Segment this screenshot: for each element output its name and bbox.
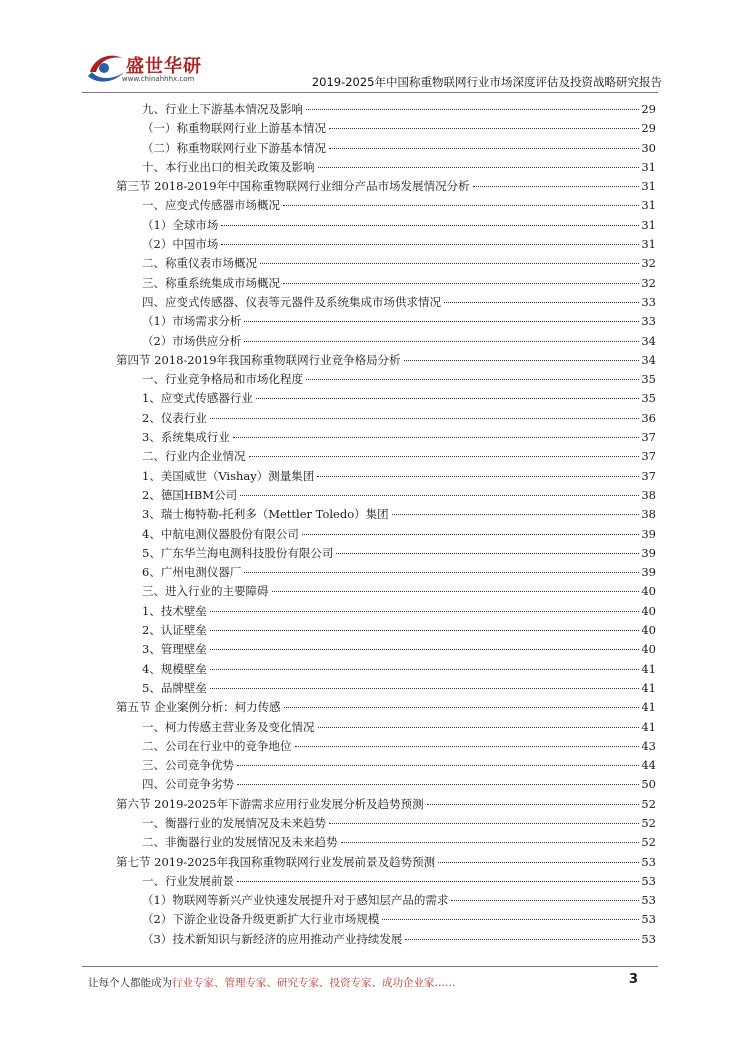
toc-entry[interactable] — [116, 679, 656, 698]
toc-entry-title: 一、行业发展前景 — [142, 873, 234, 888]
toc-entry-title: 第七节 2019-2025年我国称重物联网行业发展前景及趋势预测 — [116, 854, 436, 869]
toc-dot-leader — [451, 900, 639, 901]
toc-entry-page: 37 — [641, 430, 656, 445]
toc-entry[interactable] — [116, 930, 656, 949]
toc-entry[interactable] — [116, 158, 656, 177]
toc-entry-page: 52 — [641, 796, 656, 811]
page-number: 3 — [628, 972, 638, 987]
toc-dot-leader — [317, 476, 639, 477]
toc-entry-page: 41 — [641, 719, 656, 734]
toc-dot-leader — [284, 707, 640, 708]
toc-entry-title: （1）物联网等新兴产业快速发展提升对于感知层产品的需求 — [142, 893, 449, 908]
toc-entry[interactable] — [116, 119, 656, 138]
toc-entry-page: 53 — [641, 912, 656, 927]
toc-dot-leader — [295, 746, 640, 747]
toc-dot-leader — [329, 148, 639, 149]
toc-entry[interactable] — [116, 640, 656, 659]
toc-dot-leader — [382, 919, 639, 920]
toc-entry[interactable] — [116, 602, 656, 621]
toc-entry-title: （3）技术新知识与新经济的应用推动产业持续发展 — [142, 931, 403, 946]
toc-dot-leader — [244, 341, 639, 342]
report-title: 2019-2025年中国称重物联网行业市场深度评估及投资战略研究报告 — [311, 75, 662, 89]
toc-entry-page: 53 — [641, 931, 656, 946]
toc-dot-leader — [329, 823, 639, 824]
toc-entry-title: 第三节 2018-2019年中国称重物联网行业细分产品市场发展情况分析 — [116, 179, 470, 194]
toc-entry-page: 31 — [641, 179, 656, 194]
toc-entry-title: （2）中国市场 — [142, 237, 219, 252]
toc-entry-page: 41 — [641, 700, 656, 715]
toc-entry-page: 31 — [641, 217, 656, 232]
toc-entry[interactable] — [116, 100, 656, 119]
toc-entry-title: 三、称重系统集成市场概况 — [142, 275, 280, 290]
toc-entry[interactable] — [116, 795, 656, 814]
toc-entry-page: 34 — [641, 333, 656, 348]
toc-entry-title: 三、公司竞争优势 — [142, 758, 234, 773]
toc-dot-leader — [244, 321, 639, 322]
toc-entry-title: （2）下游企业设备升级更新扩大行业市场规模 — [142, 912, 380, 927]
toc-entry-title: 5、广东华兰海电测科技股份有限公司 — [142, 545, 334, 560]
toc-entry[interactable] — [116, 467, 656, 486]
toc-entry-title: 一、行业竞争格局和市场化程度 — [142, 372, 303, 387]
footer-divider — [82, 966, 658, 967]
logo-url: www.chinahhhx.com — [122, 75, 195, 83]
toc-dot-leader — [240, 495, 639, 496]
toc-entry[interactable] — [116, 756, 656, 775]
toc-entry-title: 2、仪表行业 — [142, 410, 207, 425]
toc-entry[interactable] — [116, 196, 656, 215]
toc-entry-page: 32 — [641, 256, 656, 271]
toc-entry[interactable] — [116, 177, 656, 196]
toc-entry-page: 31 — [641, 159, 656, 174]
toc-entry[interactable] — [116, 254, 656, 273]
toc-entry-page: 39 — [641, 526, 656, 541]
toc-dot-leader — [237, 881, 639, 882]
toc-entry[interactable] — [116, 775, 656, 794]
toc-entry-page: 41 — [641, 680, 656, 695]
toc-dot-leader — [272, 591, 640, 592]
toc-dot-leader — [336, 553, 639, 554]
toc-dot-leader — [237, 765, 639, 766]
toc-entry-title: 二、公司在行业中的竞争地位 — [142, 738, 292, 753]
toc-entry[interactable] — [116, 216, 656, 235]
toc-entry-title: 第五节 企业案例分析：柯力传感 — [116, 700, 281, 715]
toc-entry[interactable] — [116, 525, 656, 544]
toc-entry-page: 40 — [641, 623, 656, 638]
toc-entry-page: 53 — [641, 854, 656, 869]
toc-entry-title: 二、称重仪表市场概况 — [142, 256, 257, 271]
toc-entry[interactable] — [116, 582, 656, 601]
toc-entry-page: 31 — [641, 237, 656, 252]
toc-entry-page: 29 — [641, 102, 656, 116]
page-header — [82, 46, 662, 96]
toc-entry-title: 3、瑞士梅特勒-托利多（Mettler Toledo）集团 — [142, 507, 389, 522]
toc-entry-page: 52 — [641, 815, 656, 830]
toc-entry-page: 32 — [641, 275, 656, 290]
toc-entry-page: 44 — [641, 758, 656, 773]
toc-entry-page: 33 — [641, 294, 656, 309]
toc-dot-leader — [210, 630, 640, 631]
logo-swoosh-icon — [86, 50, 126, 86]
toc-entry-page: 37 — [641, 449, 656, 464]
toc-entry[interactable] — [116, 737, 656, 756]
toc-dot-leader — [210, 418, 640, 419]
toc-entry-title: 一、应变式传感器市场概况 — [142, 198, 280, 213]
toc-dot-leader — [341, 842, 640, 843]
toc-dot-leader — [392, 514, 640, 515]
company-logo — [82, 46, 242, 90]
toc-entry-page: 35 — [641, 372, 656, 387]
toc-entry-page: 38 — [641, 507, 656, 522]
toc-entry[interactable] — [116, 274, 656, 293]
toc-entry-page: 34 — [641, 352, 656, 367]
toc-dot-leader — [233, 437, 640, 438]
toc-dot-leader — [405, 939, 639, 940]
toc-entry-title: 四、应变式传感器、仪表等元器件及系统集成市场供求情况 — [142, 294, 441, 309]
toc-dot-leader — [221, 225, 639, 226]
toc-dot-leader — [244, 572, 639, 573]
toc-dot-leader — [318, 727, 640, 728]
toc-dot-leader — [306, 109, 639, 110]
toc-entry[interactable] — [116, 428, 656, 447]
toc-entry[interactable] — [116, 544, 656, 563]
toc-entry-title: 2、认证壁垒 — [142, 623, 207, 638]
toc-entry-title: 三、进入行业的主要障碍 — [142, 584, 269, 599]
toc-entry[interactable] — [116, 563, 656, 582]
toc-dot-leader — [283, 283, 639, 284]
toc-dot-leader — [427, 804, 640, 805]
toc-entry-title: 5、品牌壁垒 — [142, 680, 207, 695]
toc-entry[interactable] — [116, 139, 656, 158]
toc-dot-leader — [256, 398, 640, 399]
toc-entry[interactable] — [116, 447, 656, 466]
toc-entry-title: 二、行业内企业情况 — [142, 449, 246, 464]
toc-entry-title: 1、技术壁垒 — [142, 603, 207, 618]
toc-entry-title: （一）称重物联网行业上游基本情况 — [142, 121, 326, 136]
toc-dot-leader — [260, 263, 639, 264]
toc-dot-leader — [210, 669, 640, 670]
toc-entry-title: 第六节 2019-2025年下游需求应用行业发展分析及趋势预测 — [116, 796, 424, 811]
toc-dot-leader — [318, 167, 640, 168]
toc-entry[interactable] — [116, 891, 656, 910]
toc-dot-leader — [438, 862, 639, 863]
toc-entry-page: 43 — [641, 738, 656, 753]
toc-entry-page: 35 — [641, 391, 656, 406]
toc-dot-leader — [210, 611, 640, 612]
table-of-contents — [116, 100, 656, 949]
toc-entry[interactable] — [116, 351, 656, 370]
toc-entry-title: 3、管理壁垒 — [142, 642, 207, 657]
toc-entry[interactable] — [116, 409, 656, 428]
toc-entry-page: 29 — [641, 121, 656, 136]
toc-entry-title: 1、应变式传感器行业 — [142, 391, 253, 406]
footer-slogan — [88, 975, 456, 990]
toc-entry-page: 33 — [641, 314, 656, 329]
toc-dot-leader — [473, 186, 640, 187]
footer-highlight: 行业专家、管理专家、研究专家、投资专家、成功企业家…… — [172, 977, 456, 989]
footer-lead: 让每个人都能成为 — [88, 977, 172, 989]
toc-entry[interactable] — [116, 486, 656, 505]
toc-entry[interactable] — [116, 389, 656, 408]
toc-dot-leader — [210, 649, 640, 650]
toc-entry[interactable] — [116, 910, 656, 929]
toc-dot-leader — [404, 360, 640, 361]
toc-entry-title: 4、规模壁垒 — [142, 661, 207, 676]
toc-dot-leader — [306, 379, 639, 380]
toc-entry[interactable] — [116, 872, 656, 891]
toc-entry-title: 3、系统集成行业 — [142, 430, 230, 445]
toc-entry-title: （二）称重物联网行业下游基本情况 — [142, 140, 326, 155]
toc-entry[interactable] — [116, 235, 656, 254]
toc-entry-page: 38 — [641, 487, 656, 502]
toc-entry-page: 40 — [641, 642, 656, 657]
toc-entry-title: 一、柯力传感主营业务及变化情况 — [142, 719, 315, 734]
toc-entry[interactable] — [116, 332, 656, 351]
toc-entry-title: 十、本行业出口的相关政策及影响 — [142, 159, 315, 174]
toc-entry[interactable] — [116, 853, 656, 872]
toc-entry-title: 6、广州电测仪器厂 — [142, 565, 242, 580]
toc-entry-page: 39 — [641, 545, 656, 560]
toc-entry-page: 52 — [641, 835, 656, 850]
toc-dot-leader — [221, 244, 639, 245]
toc-dot-leader — [249, 456, 640, 457]
toc-entry[interactable] — [116, 370, 656, 389]
header-divider — [82, 92, 658, 93]
toc-entry-page: 39 — [641, 565, 656, 580]
toc-entry-page: 40 — [641, 603, 656, 618]
toc-entry[interactable] — [116, 833, 656, 852]
toc-entry-title: 1、美国威世（Vishay）测量集团 — [142, 468, 315, 483]
toc-dot-leader — [302, 534, 640, 535]
toc-entry-title: 四、公司竞争劣势 — [142, 777, 234, 792]
toc-entry-title: 4、中航电测仪器股份有限公司 — [142, 526, 299, 541]
toc-entry-title: （1）全球市场 — [142, 217, 219, 232]
toc-entry-page: 31 — [641, 198, 656, 213]
toc-entry-title: 2、德国HBM公司 — [142, 487, 238, 502]
toc-entry[interactable] — [116, 293, 656, 312]
toc-entry-page: 41 — [641, 661, 656, 676]
toc-entry-page: 40 — [641, 584, 656, 599]
toc-entry-title: （2）市场供应分析 — [142, 333, 242, 348]
logo-text: 盛世华研 — [126, 56, 202, 77]
toc-entry-page: 50 — [641, 777, 656, 792]
toc-dot-leader — [237, 784, 639, 785]
toc-entry-title: 一、衡器行业的发展情况及未来趋势 — [142, 815, 326, 830]
toc-dot-leader — [444, 302, 639, 303]
toc-entry[interactable] — [116, 505, 656, 524]
toc-entry[interactable] — [116, 621, 656, 640]
toc-entry[interactable] — [116, 718, 656, 737]
toc-entry-page: 53 — [641, 873, 656, 888]
toc-entry-page: 37 — [641, 468, 656, 483]
toc-entry[interactable] — [116, 814, 656, 833]
toc-entry[interactable] — [116, 698, 656, 717]
toc-entry-title: （1）市场需求分析 — [142, 314, 242, 329]
toc-entry-page: 53 — [641, 893, 656, 908]
toc-entry-title: 九、行业上下游基本情况及影响 — [142, 102, 303, 116]
toc-dot-leader — [210, 688, 640, 689]
toc-entry[interactable] — [116, 660, 656, 679]
toc-entry-title: 第四节 2018-2019年我国称重物联网行业竞争格局分析 — [116, 352, 401, 367]
toc-entry-page: 30 — [641, 140, 656, 155]
toc-entry-title: 二、非衡器行业的发展情况及未来趋势 — [142, 835, 338, 850]
toc-entry-page: 36 — [641, 410, 656, 425]
toc-dot-leader — [283, 205, 639, 206]
toc-entry[interactable] — [116, 312, 656, 331]
toc-dot-leader — [329, 128, 639, 129]
